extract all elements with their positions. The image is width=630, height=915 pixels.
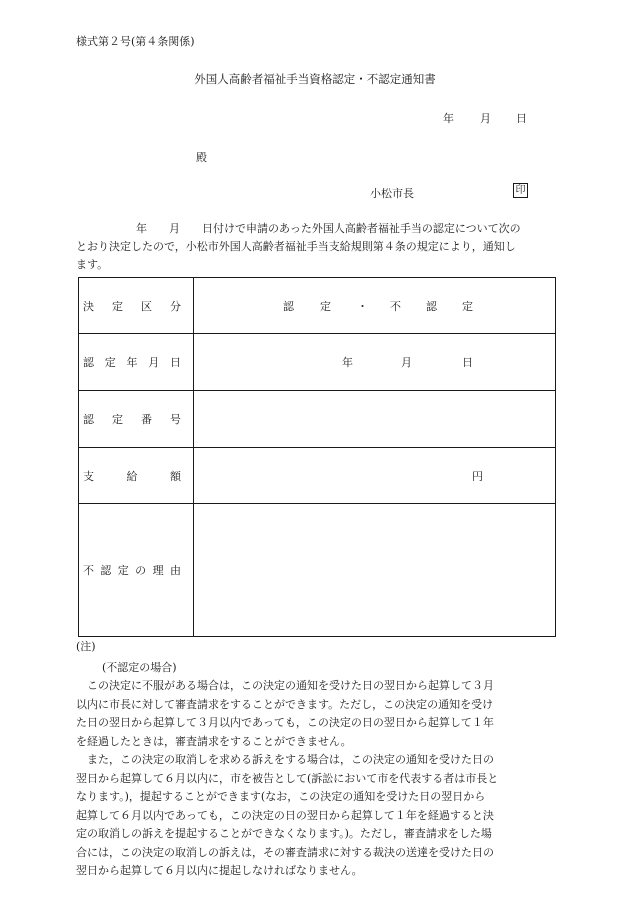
note-line: また，この決定の取消しを求める訴えをする場合は，この決定の通知を受けた日の bbox=[76, 753, 494, 766]
table-row bbox=[79, 391, 556, 448]
value-char: 円 bbox=[472, 469, 483, 483]
value-char: 日 bbox=[462, 356, 473, 369]
intro-line-3: ます。 bbox=[76, 258, 109, 271]
label-payment-amount bbox=[79, 448, 194, 504]
note-line: 翌日から起算して６月以内に，市を被告として(訴訟において市を代表する者は市長と bbox=[76, 772, 499, 785]
label-text: 認 定 年 月 日 bbox=[83, 356, 181, 369]
value-char: 定 bbox=[462, 299, 473, 313]
note-line: 翌日から起算して６月以内に提起しなければなりません。 bbox=[76, 864, 363, 877]
note-line: 以内に市長に対して審査請求をすることができます。ただし，この決定の通知を受け bbox=[76, 698, 494, 711]
table-row bbox=[79, 448, 556, 504]
value-char: 認 bbox=[283, 299, 294, 313]
decision-table bbox=[78, 277, 556, 637]
label-text: 認 定 番 号 bbox=[83, 413, 181, 426]
intro-line-1: 年 月 日付けで申請のあった外国人高齢者福祉手当の認定について次の bbox=[136, 222, 521, 235]
issuer-name: 小松市長 bbox=[370, 187, 414, 200]
value-char: 定 bbox=[320, 299, 331, 313]
notes-heading: (注) bbox=[76, 640, 96, 653]
addressee: 殿 bbox=[196, 151, 207, 164]
label-decision-number bbox=[79, 391, 194, 448]
label-decision-type bbox=[79, 278, 194, 334]
value-decision-number bbox=[194, 391, 556, 448]
note-line: を経過したときは，審査請求をすることができません。 bbox=[76, 735, 352, 748]
intro-line-2: とおり決定したので，小松市外国人高齢者福祉手当支給規則第４条の規定により，通知し bbox=[76, 240, 516, 253]
value-decision-type bbox=[194, 278, 556, 334]
value-rejection-reason bbox=[194, 504, 556, 637]
note-line: 起算して６月以内であっても，この決定の日の翌日から起算して１年を経過すると決 bbox=[76, 809, 494, 822]
label-decision-date bbox=[79, 334, 194, 391]
value-char: 認 bbox=[426, 299, 437, 313]
table-row bbox=[79, 504, 556, 637]
value-payment-amount bbox=[194, 448, 556, 504]
label-text: 支 給 額 bbox=[83, 469, 181, 483]
label-text: 決 定 区 分 bbox=[83, 299, 181, 313]
value-char: ・ bbox=[357, 299, 368, 313]
date-year: 年 bbox=[443, 112, 454, 125]
value-char: 月 bbox=[401, 356, 412, 369]
table-row bbox=[79, 278, 556, 334]
date-day: 日 bbox=[516, 112, 527, 125]
note-line: なります。)，提起することができます(なお，この決定の通知を受けた日の翌日から bbox=[76, 790, 486, 803]
value-char: 年 bbox=[342, 356, 353, 369]
seal-mark: 印 bbox=[513, 183, 528, 198]
value-char: 不 bbox=[390, 299, 401, 313]
label-rejection-reason bbox=[79, 504, 194, 637]
note-line: 定の取消しの訴えを提起することができなくなります。)。ただし，審査請求をした場 bbox=[76, 827, 492, 840]
label-text: 不 認 定 の 理 由 bbox=[83, 564, 181, 577]
notes-case: (不認定の場合) bbox=[102, 661, 177, 674]
table-row bbox=[79, 334, 556, 391]
note-line: た日の翌日から起算して３月以内であっても，この決定の日の翌日から起算して１年 bbox=[76, 716, 494, 729]
value-decision-date bbox=[194, 334, 556, 391]
date-month: 月 bbox=[480, 112, 491, 125]
form-number: 様式第２号(第４条関係) bbox=[76, 35, 195, 48]
document-title: 外国人高齢者福祉手当資格認定・不認定通知書 bbox=[194, 72, 436, 86]
note-line: この決定に不服がある場合は，この決定の通知を受けた日の翌日から起算して３月 bbox=[76, 679, 494, 692]
note-line: 合には，この決定の取消しの訴えは，その審査請求に対する裁決の送達を受けた日の bbox=[76, 846, 494, 859]
